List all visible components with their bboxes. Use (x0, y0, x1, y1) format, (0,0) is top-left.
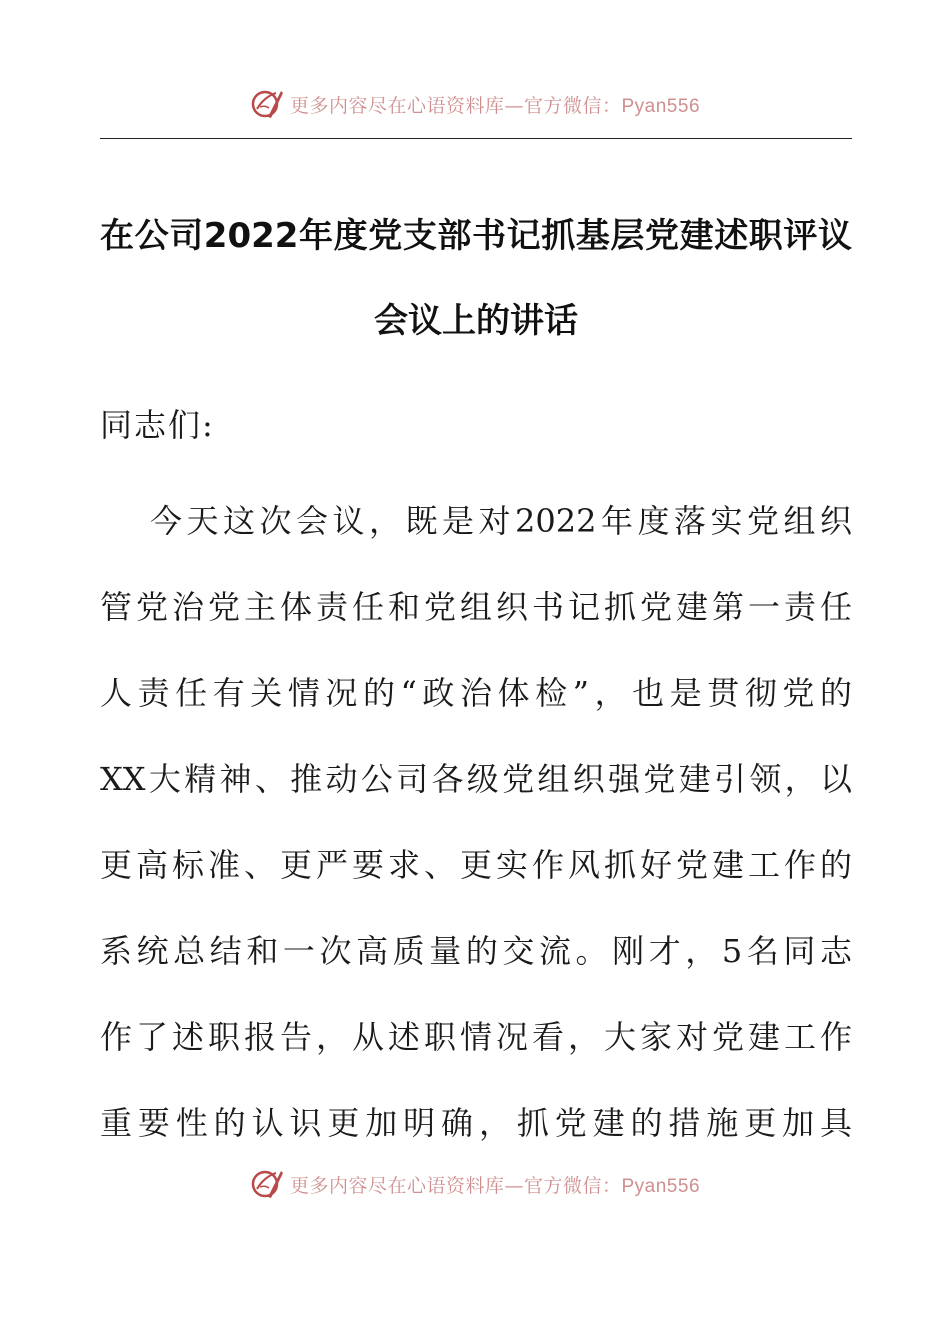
body-line: 重要性的认识更加明确，抓党建的措施更加具 (100, 1104, 852, 1142)
body-line: 作了述职报告，从述职情况看，大家对党建工作 (100, 1018, 852, 1056)
document-title-line-1: 在公司2022年度党支部书记抓基层党建述职评议 (100, 216, 852, 256)
pen-logo-icon (250, 87, 284, 121)
watermark-text: 更多内容尽在心语资料库—官方微信：Pyan556 (289, 94, 701, 117)
header-watermark (0, 84, 950, 124)
body-line: 人责任有关情况的“政治体检”，也是贯彻党的 (100, 674, 852, 712)
watermark-text: 更多内容尽在心语资料库—官方微信：Pyan556 (289, 1174, 701, 1197)
body-line: 管党治党主体责任和党组织书记抓党建第一责任 (100, 588, 852, 626)
header-divider (100, 138, 852, 139)
pen-logo-icon (250, 1167, 284, 1201)
body-line: 更高标准、更严要求、更实作风抓好党建工作的 (100, 846, 852, 884)
footer-watermark (0, 1164, 950, 1204)
document-title-line-2: 会议上的讲话 (374, 301, 578, 341)
salutation: 同志们: (100, 406, 215, 444)
body-line: 系统总结和一次高质量的交流。刚才，5名同志 (100, 932, 852, 970)
body-line: XX大精神、推动公司各级党组织强党建引领，以 (100, 760, 852, 798)
body-line: 今天这次会议，既是对2022年度落实党组织 (150, 502, 852, 540)
